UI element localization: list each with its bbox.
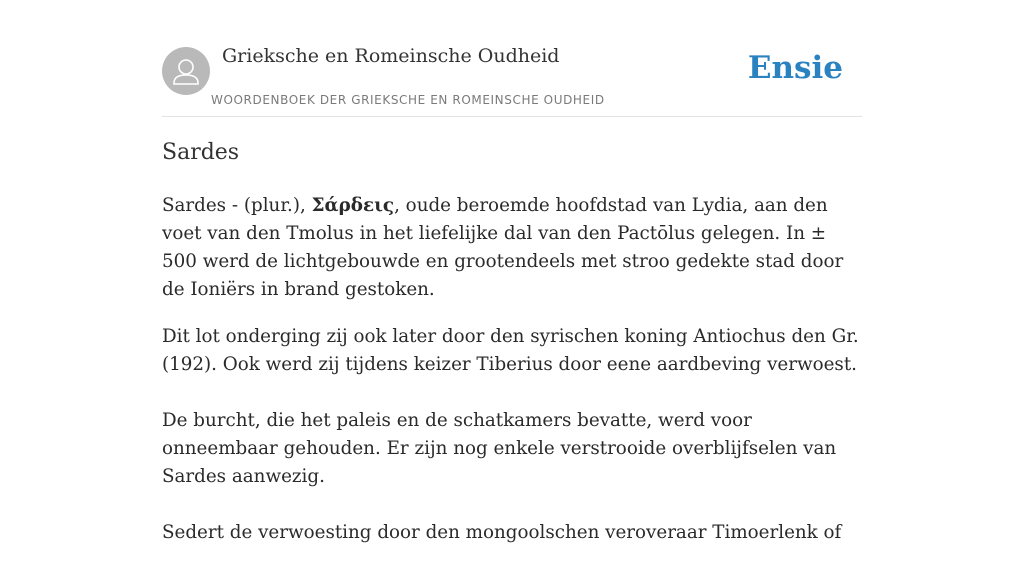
paragraph-1 — [162, 192, 862, 304]
paragraph-1-prefix: Sardes - (plur.), — [162, 195, 312, 216]
paragraph-4: Sedert de verwoesting door den mongoolschen veroveraar Timoerlenk of — [162, 522, 842, 543]
paragraph-3: De burcht, die het paleis en de schatkamers bevatte, werd voor onneembaar gehouden. Er zijn nog enkele verstrooide overblijfselen van Sardes aanwezig. — [162, 410, 837, 487]
source-header — [162, 0, 862, 117]
greek-name: Σάρδεις — [311, 195, 395, 216]
paragraph-1-suffix: , oude beroemde hoofdstad van Lydia, aan den voet van den Tmolus in het liefelijke dal van den Pactōlus gelegen. In ± 500 werd de lichtgebouwde en grootendeels met stroo gedekte stad door de Ioniërs in brand gestoken. — [162, 195, 844, 300]
page — [162, 0, 862, 543]
entry-title: Sardes — [162, 140, 240, 165]
source-subtitle: WOORDENBOEK DER GRIEKSCHE EN ROMEINSCHE OUDHEID — [211, 93, 605, 107]
brand-logo[interactable]: Ensie — [747, 50, 843, 86]
paragraph-2: Dit lot onderging zij ook later door den syrischen koning Antiochus den Gr. (192). Ook werd zij tijdens keizer Tiberius door eene aardbeving verwoest. — [162, 326, 859, 375]
user-avatar-icon[interactable] — [162, 47, 210, 95]
entry-body — [162, 192, 862, 566]
source-title[interactable]: Grieksche en Romeinsche Oudheid — [222, 45, 560, 67]
